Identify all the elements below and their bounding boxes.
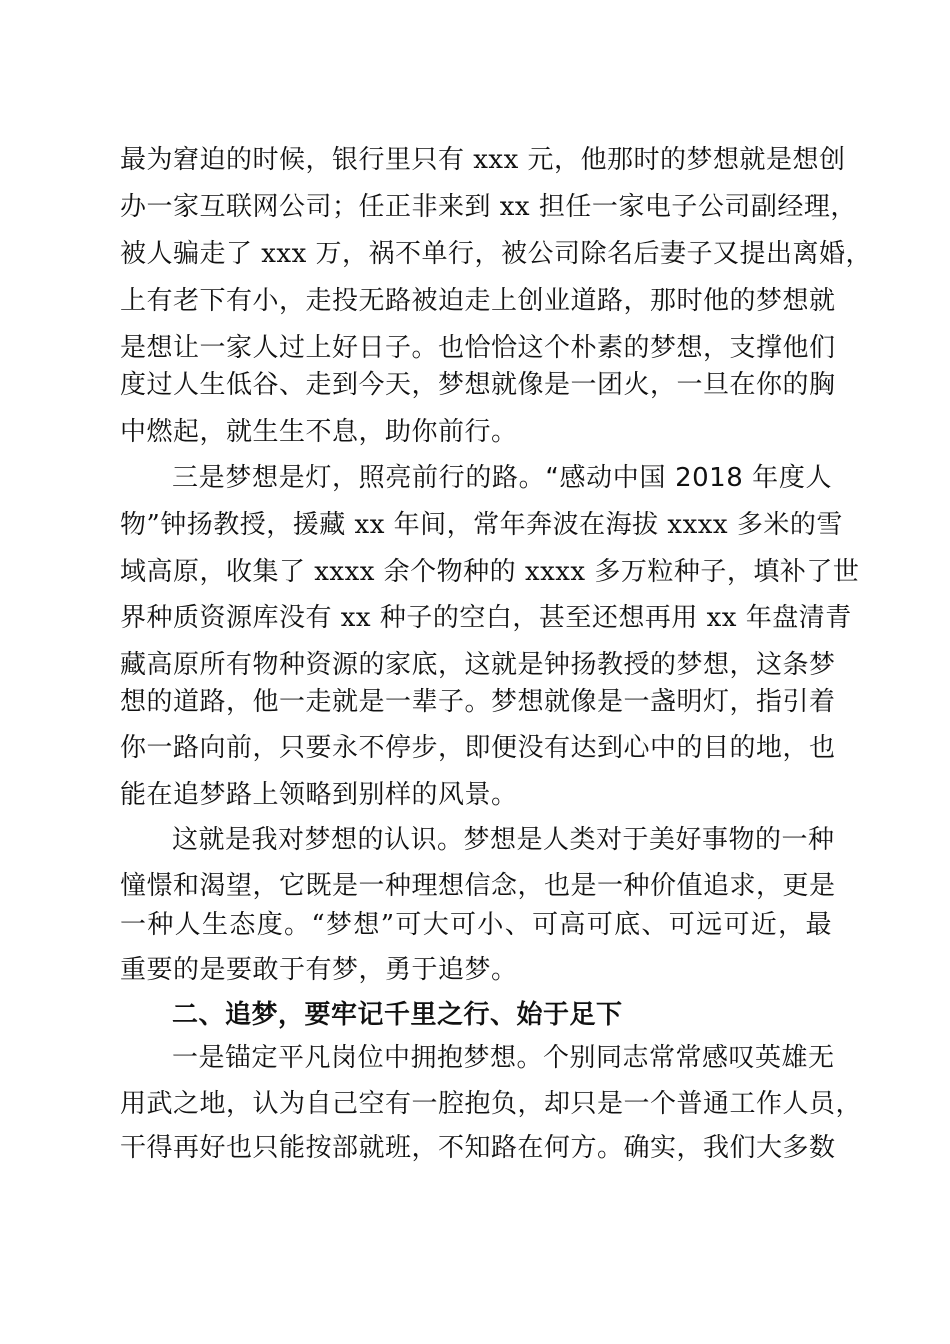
text-line: 最为窘迫的时候，银行里只有 xxx 元，他那时的梦想就是想创 xyxy=(120,145,846,175)
text-line: 你一路向前，只要永不停步，即便没有达到心中的目的地，也 xyxy=(120,733,836,763)
text-line: 上有老下有小，走投无路被迫走上创业道路，那时他的梦想就 xyxy=(120,286,836,316)
text-line: 度过人生低谷、走到今天，梦想就像是一团火，一旦在你的胸 xyxy=(120,370,836,400)
text-line: 干得再好也只能按部就班，不知路在何方。确实，我们大多数 xyxy=(120,1133,836,1163)
section-heading: 二、追梦，要牢记千里之行、始于足下 xyxy=(172,1000,623,1030)
text-line: 物”钟扬教授，援藏 xx 年间，常年奔波在海拔 xxxx 多米的雪 xyxy=(120,510,843,540)
text-line: 域高原，收集了 xxxx 余个物种的 xxxx 多万粒种子，填补了世 xyxy=(120,557,860,587)
text-line: 中燃起，就生生不息，助你前行。 xyxy=(120,417,518,447)
text-line: 藏高原所有物种资源的家底，这就是钟扬教授的梦想，这条梦 xyxy=(120,650,836,680)
text-line: 憧憬和渴望，它既是一种理想信念，也是一种价值追求，更是 xyxy=(120,871,836,901)
paragraph-lead-line: 一是锚定平凡岗位中拥抱梦想。个别同志常常感叹英雄无 xyxy=(172,1043,835,1073)
text-line: 被人骗走了 xxx 万，祸不单行，被公司除名后妻子又提出离婚， xyxy=(120,239,873,269)
paragraph-lead-line: 三是梦想是灯，照亮前行的路。“感动中国 2018 年度人 xyxy=(172,463,832,493)
text-line: 用武之地，认为自己空有一腔抱负，却只是一个普通工作人员， xyxy=(120,1089,863,1119)
text-line: 界种质资源库没有 xx 种子的空白，甚至还想再用 xx 年盘清青 xyxy=(120,603,852,633)
text-line: 重要的是要敢于有梦，勇于追梦。 xyxy=(120,955,518,985)
text-line: 一种人生态度。“梦想”可大可小、可高可底、可远可近，最 xyxy=(120,910,832,940)
text-line: 办一家互联网公司；任正非来到 xx 担任一家电子公司副经理， xyxy=(120,192,857,222)
text-line: 想的道路，他一走就是一辈子。梦想就像是一盏明灯，指引着 xyxy=(120,687,836,717)
paragraph-lead-line: 这就是我对梦想的认识。梦想是人类对于美好事物的一种 xyxy=(172,825,835,855)
text-line: 是想让一家人过上好日子。也恰恰这个朴素的梦想，支撑他们 xyxy=(120,333,836,363)
text-line: 能在追梦路上领略到别样的风景。 xyxy=(120,780,518,810)
